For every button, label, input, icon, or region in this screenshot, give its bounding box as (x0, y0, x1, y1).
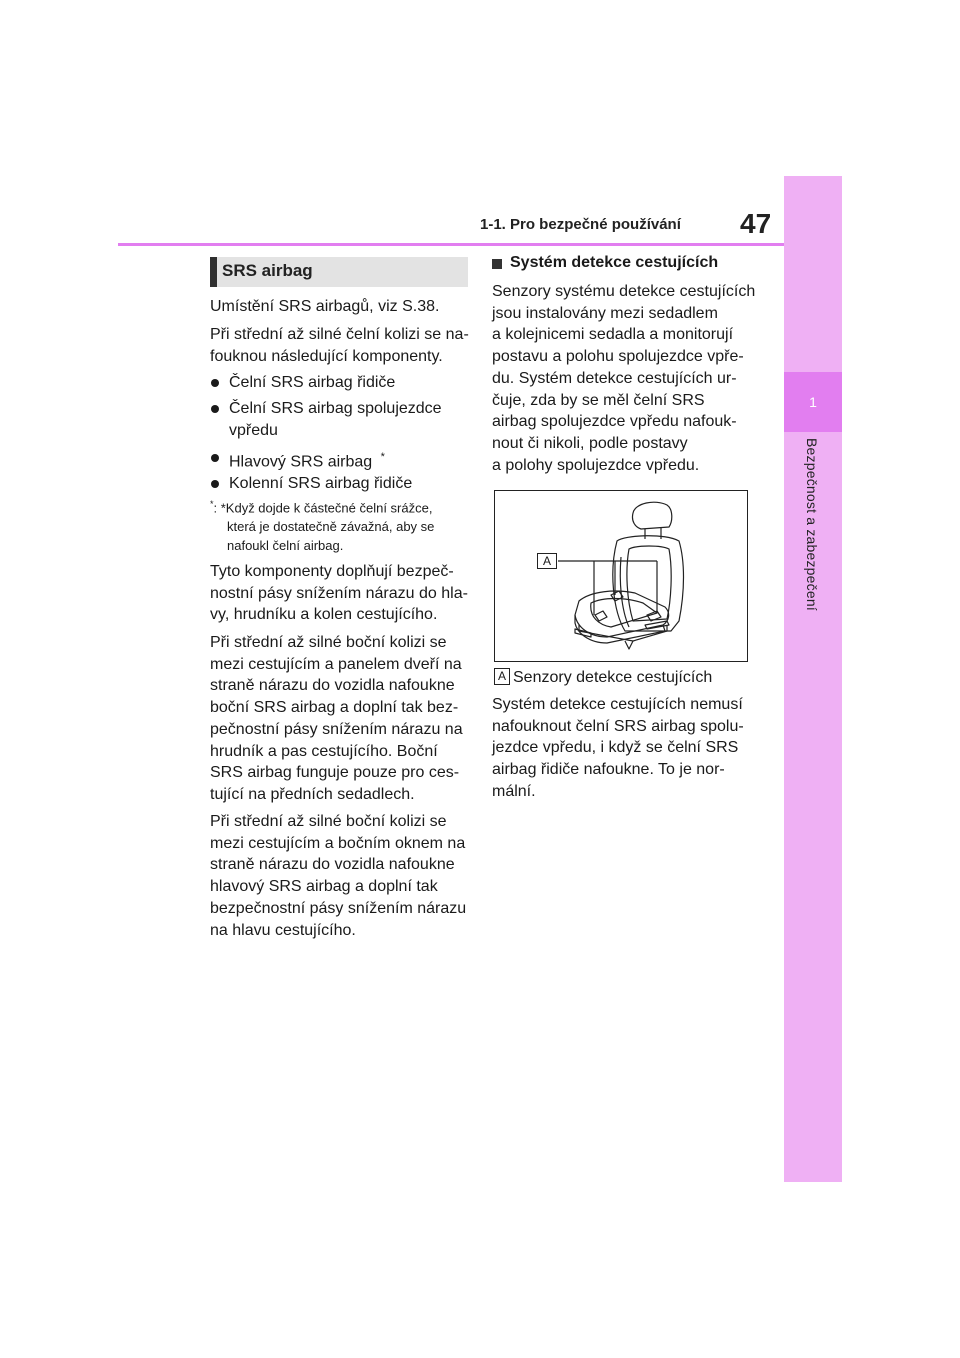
paragraph-occupant-detection (492, 281, 755, 476)
text-line: tující na předních sedadlech. (210, 785, 415, 803)
text-line: Při střední až silné boční kolizi se (210, 813, 447, 830)
text-line: boční SRS airbag a doplní tak bez- (210, 699, 459, 717)
paragraph-side-collision (210, 632, 463, 806)
text-line: fouknou následující komponenty. (210, 347, 443, 365)
figure-caption: Senzory detekce cestujících (513, 669, 713, 686)
text-line: Senzory systému detekce cestujících (492, 283, 756, 300)
paragraph-components (210, 561, 468, 626)
subheading: Systém detekce cestujících (510, 254, 719, 271)
intro-paragraph (210, 296, 439, 318)
text-line: mezi cestujícím a bočním oknem na (210, 834, 466, 852)
text-line: straně nárazu do vozidla nafoukne (210, 856, 455, 874)
text-line: airbag řidiče nafoukne. To je nor- (492, 761, 725, 779)
text-line: mální. (492, 782, 536, 800)
section-title: 1-1. Pro bezpečné používání (480, 216, 681, 233)
text-line: nout či nikoli, podle postavy (492, 434, 688, 452)
bullet-icon (211, 379, 219, 387)
page-number: 47 (740, 208, 772, 239)
chapter-tab (784, 176, 842, 1182)
text-line: Při střední až silné čelní kolizi se na- (210, 326, 469, 343)
bullet-icon (211, 480, 219, 488)
text-line: Čelní SRS airbag spolujezdce (229, 400, 442, 417)
text-line: Systém detekce cestujících nemusí (492, 696, 743, 713)
text-line: hrudník a pas cestujícího. Boční (210, 742, 438, 760)
seat-sensor-figure (494, 490, 748, 662)
text-line: pečnostní pásy snížením nárazu na (210, 720, 463, 738)
text-line: Hlavový SRS airbag (229, 453, 373, 471)
text-line: Při střední až silné boční kolizi se (210, 634, 447, 651)
text-line: straně nárazu do vozidla nafoukne (210, 677, 455, 695)
chapter-number: 1 (809, 394, 817, 410)
text-line: Umístění SRS airbagů, viz S.38. (210, 298, 440, 315)
text-line: hlavový SRS airbag a doplní tak (210, 878, 438, 896)
text-line: Tyto komponenty doplňují bezpeč- (210, 563, 454, 580)
text-line: Čelní SRS airbag řidiče (229, 374, 396, 391)
paragraph-normal-behavior (492, 694, 744, 803)
text-line: a polohy spolujezdce vpředu. (492, 456, 700, 474)
text-line: čuje, zda by se měl čelní SRS (492, 391, 705, 409)
bullet-text (229, 447, 474, 473)
section-heading: SRS airbag (222, 261, 313, 280)
text-line: na hlavu cestujícího. (210, 921, 356, 939)
bullet-icon (211, 454, 219, 462)
text-line: du. Systém detekce cestujících ur- (492, 369, 737, 387)
text-line: bezpečnostní pásy snížením nárazu (210, 899, 467, 917)
bullet-text (229, 473, 474, 495)
caption-label: A (494, 668, 510, 685)
header-rule (118, 243, 784, 246)
text-line: jsou instalovány mezi sedadlem (492, 304, 718, 322)
footnote (210, 495, 472, 555)
text-line: která je dostatečně závažná, aby se (227, 519, 435, 535)
bullet-text (229, 372, 474, 394)
bullet-icon (211, 405, 219, 413)
figure-callout-label: A (537, 553, 557, 569)
text-line: vpředu (229, 421, 278, 439)
text-line: airbag spolujezdce vpředu nafouk- (492, 413, 737, 431)
footnote-mark: * (210, 499, 214, 509)
text-line: SRS airbag funguje pouze pro ces- (210, 764, 460, 782)
footnote-text: : *Když dojde k částečné čelní srážce, (213, 500, 433, 516)
text-line: a kolejnicemi sedadla a monitorují (492, 326, 734, 344)
text-line: postavu a polohu spolujezdce vpře- (492, 348, 744, 366)
paragraph-frontal-collision (210, 324, 469, 367)
bullet-item (211, 398, 471, 442)
footnote-mark: * (380, 451, 385, 463)
text-line: mezi cestujícím a panelem dveří na (210, 655, 462, 673)
text-line: nafouknout čelní SRS airbag spolu- (492, 717, 744, 735)
text-line: vy, hrudníku a kolen cestujícího. (210, 606, 438, 624)
bullet-item (211, 447, 471, 469)
text-line: nostní pásy snížením nárazu do hla- (210, 584, 468, 602)
chapter-label: Bezpečnost a zabezpečení (804, 438, 820, 611)
square-bullet-icon (492, 259, 502, 269)
text-line: nafoukl čelní airbag. (227, 538, 344, 554)
bullet-text (229, 398, 474, 441)
bullet-item (211, 372, 471, 394)
bullet-item (211, 473, 471, 495)
text-line: Kolenní SRS airbag řidiče (229, 475, 413, 492)
text-line (210, 495, 472, 517)
seat-illustration (495, 491, 747, 661)
text-line: jezdce vpředu, i když se čelní SRS (492, 739, 739, 757)
paragraph-curtain-airbag (210, 811, 466, 941)
